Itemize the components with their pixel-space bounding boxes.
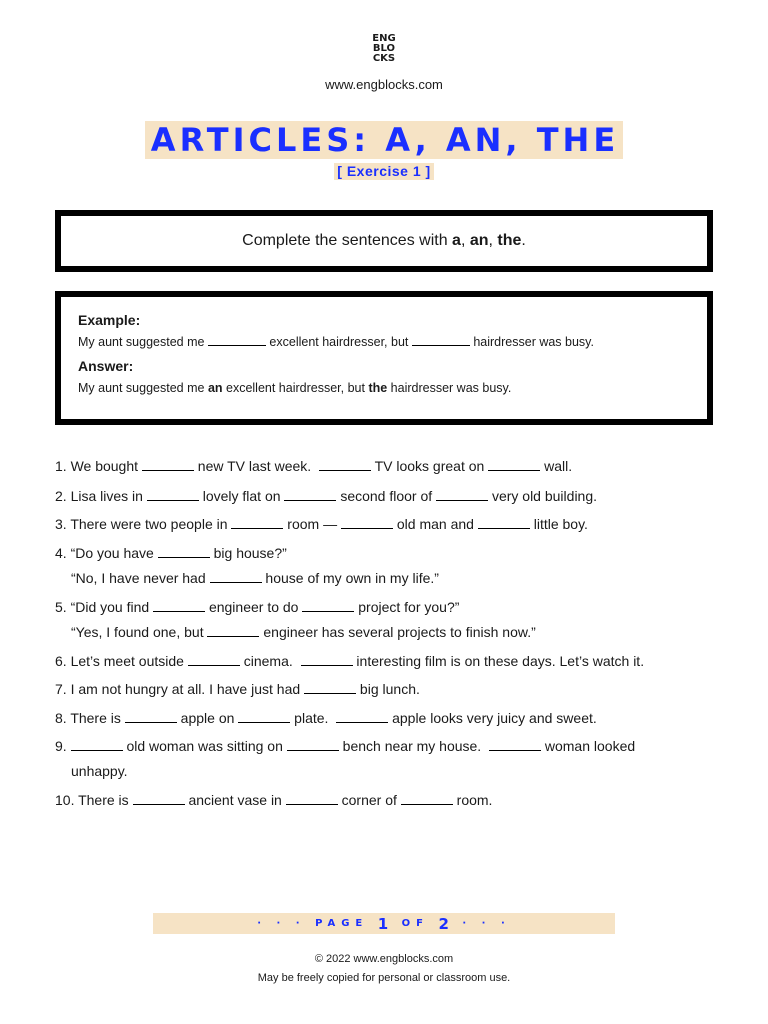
question-1 xyxy=(55,458,572,474)
question-7 xyxy=(55,681,420,697)
instruction-box xyxy=(55,210,713,272)
blank-input[interactable] xyxy=(304,692,356,694)
text: old woman was sitting on xyxy=(122,738,287,754)
text: plate. xyxy=(290,710,337,726)
text: 10. There is xyxy=(55,792,133,808)
question-2 xyxy=(55,488,597,504)
text: My aunt suggested me xyxy=(78,335,208,349)
text: woman looked xyxy=(540,738,636,754)
question-4 xyxy=(55,545,287,561)
blank-input[interactable] xyxy=(125,721,177,723)
text: room. xyxy=(452,792,493,808)
question-5-reply xyxy=(55,624,536,640)
instruction-text: Complete the sentences with xyxy=(242,232,453,249)
blank-input[interactable] xyxy=(478,527,530,529)
text: lovely flat on xyxy=(198,488,285,504)
blank-input[interactable] xyxy=(286,803,338,805)
text: corner of xyxy=(337,792,401,808)
text: wall. xyxy=(540,458,573,474)
text: TV looks great on xyxy=(370,458,489,474)
text: 2. Lisa lives in xyxy=(55,488,147,504)
blank-input[interactable] xyxy=(207,635,259,637)
text: interesting film is on these days. Let’s watch it. xyxy=(352,653,645,669)
article-a: a xyxy=(452,232,461,249)
text: My aunt suggested me xyxy=(78,381,208,395)
text: 1. We bought xyxy=(55,458,142,474)
blank xyxy=(412,344,470,346)
text: very old building. xyxy=(488,488,598,504)
text: 6. Let’s meet outside xyxy=(55,653,188,669)
question-4-reply xyxy=(55,570,439,586)
example-label: Example: xyxy=(78,312,141,328)
logo-line: BLO xyxy=(372,43,396,54)
text: new TV last week. xyxy=(193,458,319,474)
usage-note: May be freely copied for personal or classroom use. xyxy=(257,972,511,984)
blank-input[interactable] xyxy=(158,556,210,558)
text: 8. There is xyxy=(55,710,125,726)
text: “No, I have never had xyxy=(71,570,210,586)
text: room — xyxy=(283,516,341,532)
question-5 xyxy=(55,599,459,615)
blank-input[interactable] xyxy=(142,469,194,471)
article-the: the xyxy=(497,232,522,249)
copyright: © 2022 www.engblocks.com xyxy=(314,953,454,965)
text: big house?” xyxy=(209,545,287,561)
page-number: 1 xyxy=(377,914,393,933)
blank-input[interactable] xyxy=(133,803,185,805)
text: 3. There were two people in xyxy=(55,516,232,532)
blank-input[interactable] xyxy=(153,610,205,612)
blank-input[interactable] xyxy=(336,721,388,723)
text: apple on xyxy=(176,710,239,726)
text: bench near my house. xyxy=(338,738,489,754)
blank-input[interactable] xyxy=(238,721,290,723)
blank-input[interactable] xyxy=(488,469,540,471)
blank-input[interactable] xyxy=(231,527,283,529)
text: 5. “Did you find xyxy=(55,599,154,615)
text: little boy. xyxy=(529,516,588,532)
text: cinema. xyxy=(239,653,301,669)
example-box xyxy=(55,291,713,425)
blank-input[interactable] xyxy=(284,499,336,501)
text: second floor of xyxy=(336,488,437,504)
logo-line: CKS xyxy=(372,53,396,64)
answer-label: Answer: xyxy=(78,358,134,374)
blank-input[interactable] xyxy=(489,749,541,751)
text: apple looks very juicy and sweet. xyxy=(388,710,597,726)
question-6 xyxy=(55,653,644,669)
page-label: · · · PAGE xyxy=(257,918,378,929)
question-10 xyxy=(55,792,492,808)
answer-sentence xyxy=(78,381,707,395)
text: project for you?” xyxy=(354,599,460,615)
blank-input[interactable] xyxy=(436,499,488,501)
page-dots: · · · xyxy=(452,918,511,929)
blank-input[interactable] xyxy=(210,581,262,583)
page-total: 2 xyxy=(438,914,453,933)
text: excellent hairdresser, but xyxy=(265,335,412,349)
text: ancient vase in xyxy=(184,792,286,808)
text: hairdresser was busy. xyxy=(387,381,512,395)
page-indicator xyxy=(153,913,615,934)
text: 4. “Do you have xyxy=(55,545,158,561)
text: 9. xyxy=(55,738,71,754)
text: big lunch. xyxy=(356,681,420,697)
blank xyxy=(208,344,266,346)
text: unhappy. xyxy=(71,763,128,779)
text: 7. I am not hungry at all. I have just had xyxy=(55,681,305,697)
page-title: ARTICLES: A, AN, THE xyxy=(145,121,623,159)
blank-input[interactable] xyxy=(319,469,371,471)
site-url: www.engblocks.com xyxy=(325,77,443,92)
text: engineer has several projects to finish now.” xyxy=(259,624,536,640)
logo-line: ENG xyxy=(372,33,396,44)
blank-input[interactable] xyxy=(401,803,453,805)
question-8 xyxy=(55,710,597,726)
answer-word: the xyxy=(368,381,388,395)
text: engineer to do xyxy=(205,599,303,615)
text: old man and xyxy=(392,516,478,532)
question-9-continued xyxy=(55,763,128,779)
text: hairdresser was busy. xyxy=(469,335,594,349)
answer-word: an xyxy=(207,381,223,395)
text: house of my own in my life.” xyxy=(261,570,439,586)
blank-input[interactable] xyxy=(301,664,353,666)
article-an: an xyxy=(469,232,489,249)
exercise-label: [ Exercise 1 ] xyxy=(334,163,433,180)
text: excellent hairdresser, but xyxy=(222,381,369,395)
example-sentence xyxy=(78,335,707,349)
blank-input[interactable] xyxy=(287,749,339,751)
blank-input[interactable] xyxy=(147,499,199,501)
blank-input[interactable] xyxy=(341,527,393,529)
separator: , xyxy=(460,232,470,249)
separator: . xyxy=(521,232,526,249)
blank-input[interactable] xyxy=(302,610,354,612)
blank-input[interactable] xyxy=(71,749,123,751)
question-3 xyxy=(55,516,588,532)
question-9 xyxy=(55,738,635,754)
engblocks-logo xyxy=(0,34,768,64)
separator: , xyxy=(488,232,498,249)
page-of-label: OF xyxy=(392,918,439,929)
text: “Yes, I found one, but xyxy=(71,624,208,640)
blank-input[interactable] xyxy=(188,664,240,666)
